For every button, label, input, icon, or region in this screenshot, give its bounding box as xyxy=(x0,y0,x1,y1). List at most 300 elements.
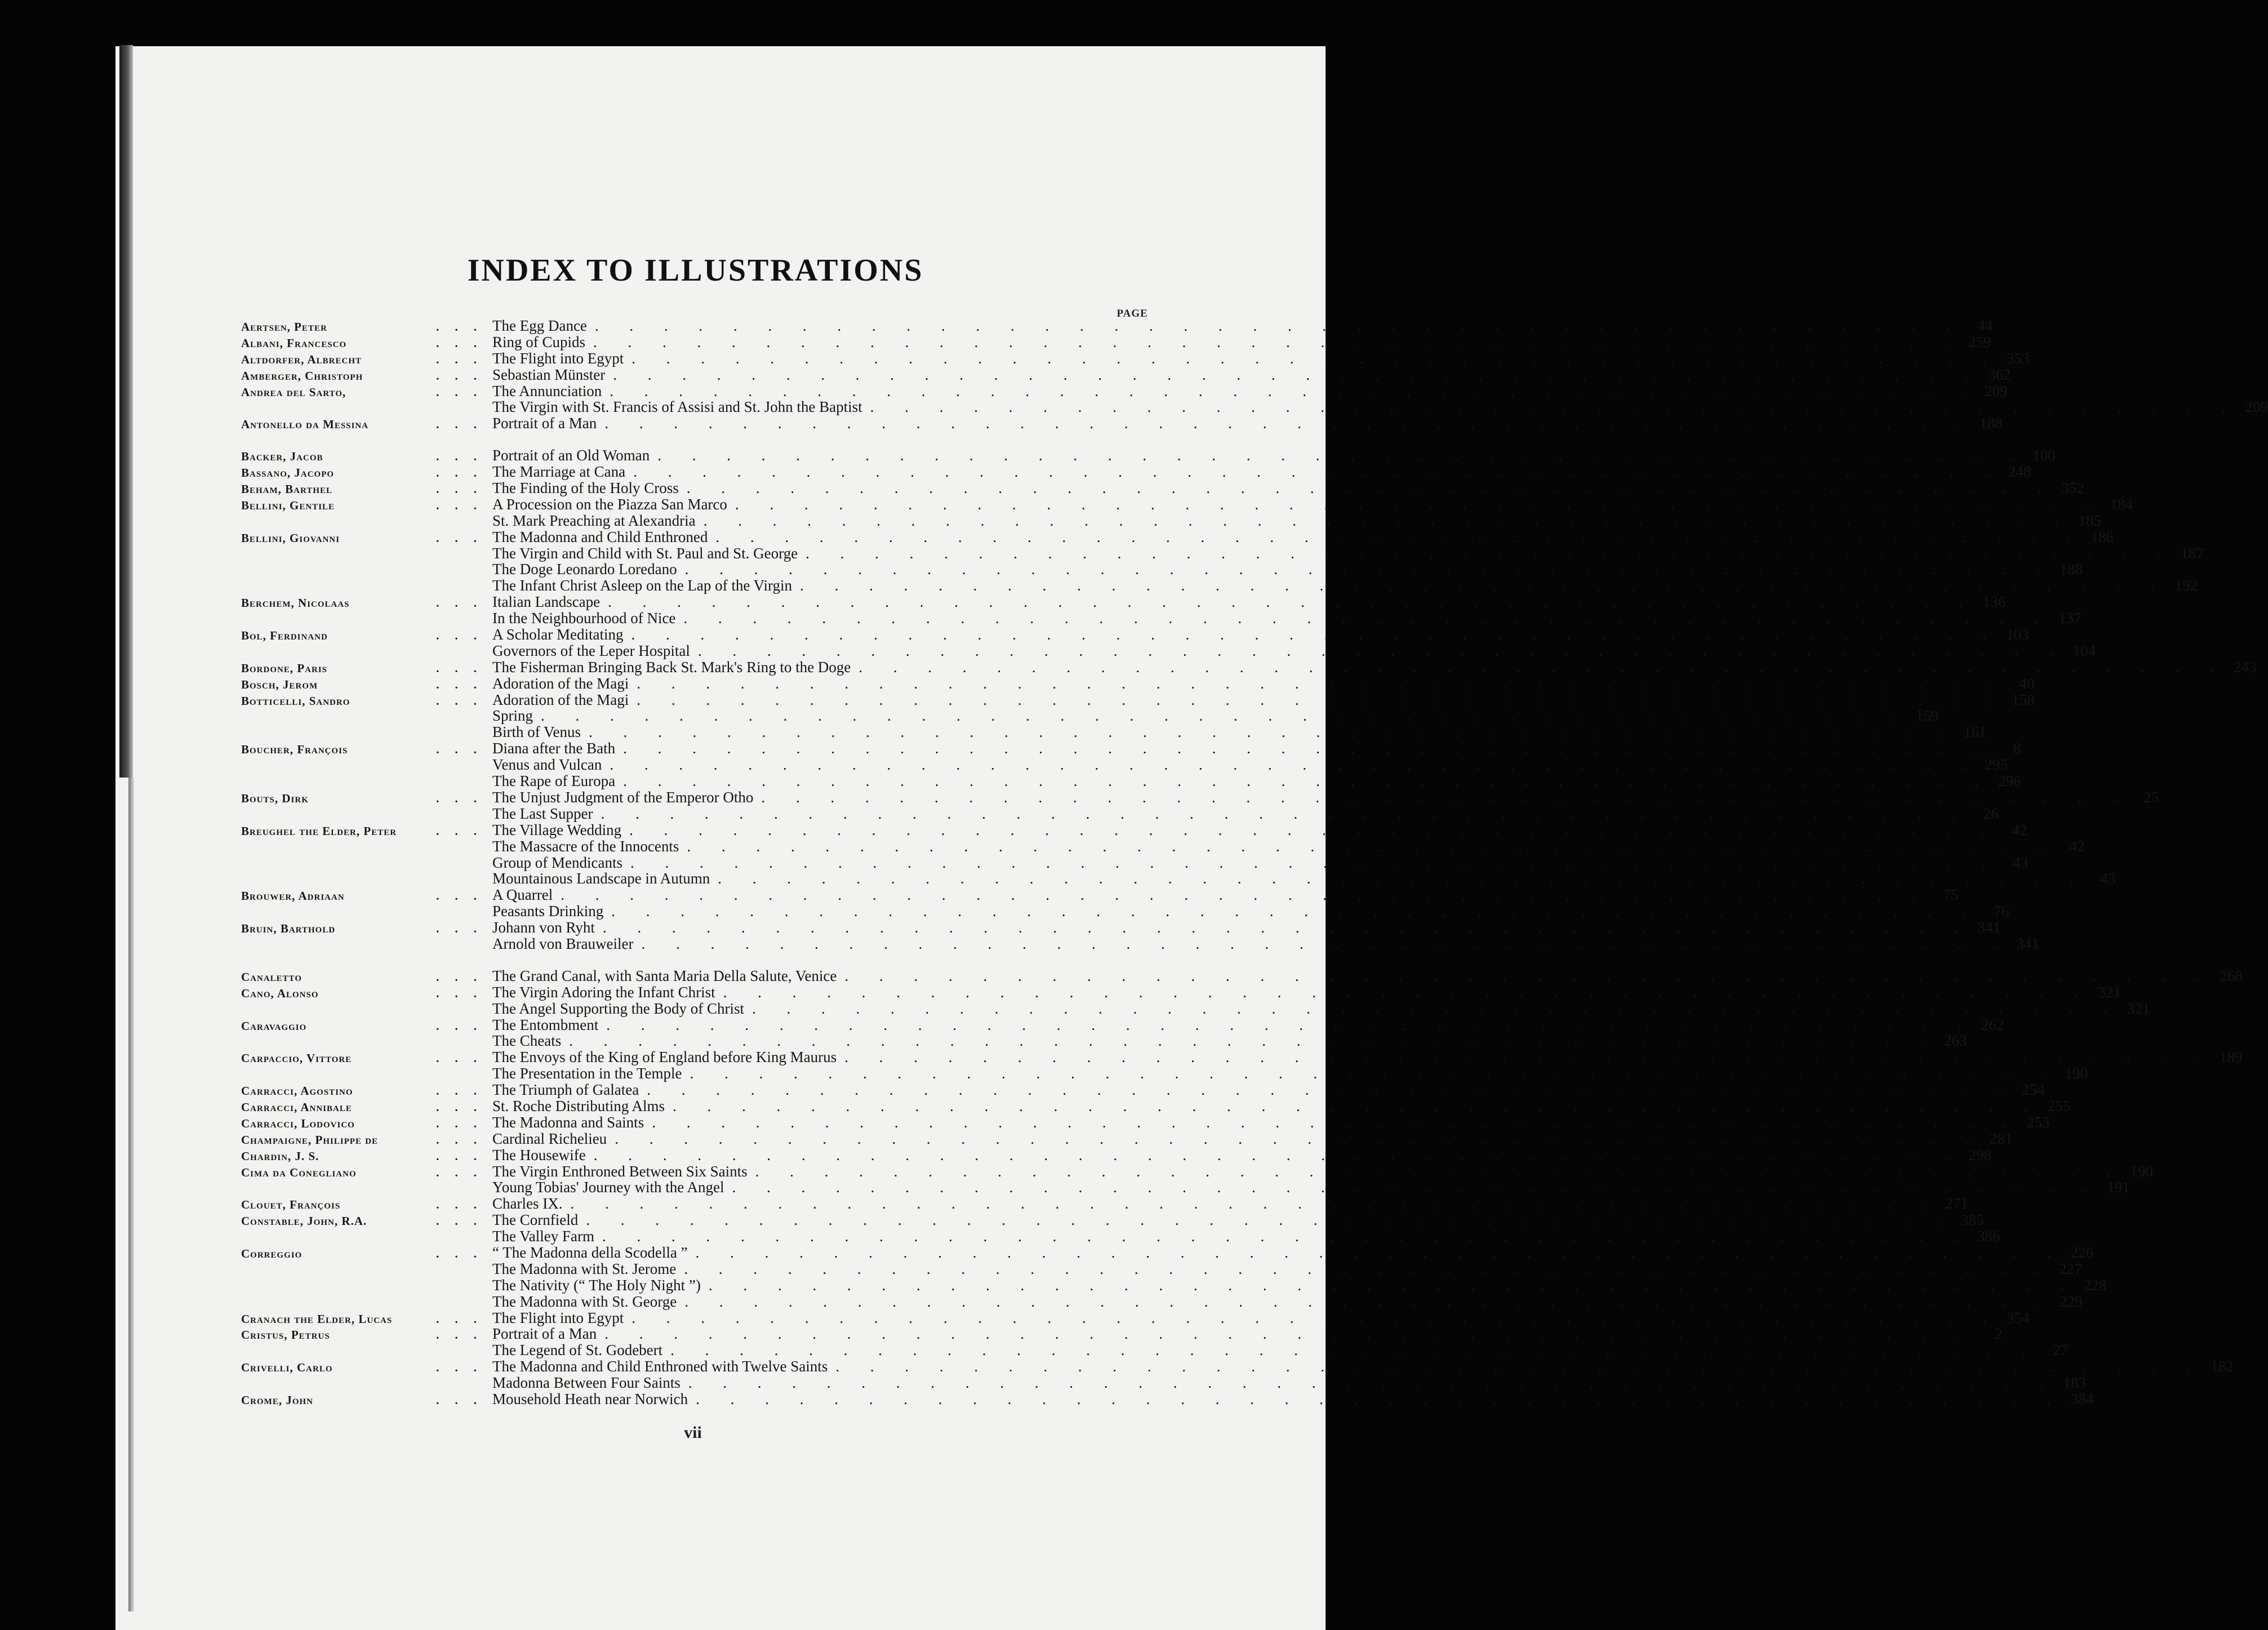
work-cell xyxy=(492,1212,1954,1228)
page-number: 209 xyxy=(2245,398,2268,416)
work-cell xyxy=(492,692,2005,708)
page-number: 321 xyxy=(2098,983,2121,1001)
artist-leader-dots: ... xyxy=(436,922,492,936)
artist-name: Altdorfer, Albrecht xyxy=(241,352,362,366)
index-row xyxy=(241,1342,2069,1359)
page-number: 228 xyxy=(2083,1276,2107,1294)
work-cell xyxy=(492,610,2052,627)
index-row xyxy=(241,772,2021,790)
index-row xyxy=(241,512,2101,529)
page-number: 188 xyxy=(1979,415,2003,432)
work-cell xyxy=(492,1033,1937,1049)
work-title: The Unjust Judgment of the Emperor Otho xyxy=(492,788,754,806)
artist-cell xyxy=(241,1246,492,1262)
leader-dots: . . . . . . . . . . . . . . . . . . . . . . . . . . . . . . . . . . . . . . . . xyxy=(604,415,1973,432)
page-number: 103 xyxy=(2006,626,2029,643)
leader-dots: . . . . . . . . . . . . . . . . . . . . . . . . . . . . . . . . . . . . . . . . xyxy=(629,821,1998,838)
work-cell xyxy=(492,1049,2213,1065)
work-title: The Massacre of the Innocents xyxy=(492,837,679,855)
work-title: The Fisherman Bringing Back St. Mark's Ring to the Doge xyxy=(492,658,851,676)
index-row xyxy=(241,642,2096,659)
leader-dots: . . . . . . . . . . . . . . . . . . . . . . . . . . . . . . . . . . . . . . . . xyxy=(632,349,2000,367)
index-row xyxy=(241,805,1999,822)
artist-cell xyxy=(241,790,492,807)
index-row xyxy=(241,626,2029,643)
work-cell xyxy=(492,903,1980,920)
work-title: The Envoys of the King of England before King Maurus xyxy=(492,1049,837,1066)
work-title: The Egg Dance xyxy=(492,317,587,334)
work-title: A Quarrel xyxy=(492,886,553,904)
work-cell xyxy=(492,708,1909,724)
page-number: 243 xyxy=(2234,658,2257,676)
work-cell xyxy=(492,676,2005,692)
work-title: The Virgin with St. Francis of Assisi and St. John the Baptist xyxy=(492,398,862,416)
work-title: The Annunciation xyxy=(492,382,602,399)
leader-dots: . . . . . . . . . . . . . . . . . . . . . . . . . . . . . . . . . . . . . . . . xyxy=(695,1243,2064,1261)
index-row xyxy=(241,1374,2086,1392)
work-cell xyxy=(492,984,2092,1001)
page-number: 2 xyxy=(1994,1325,2003,1343)
leader-dots: . . . . . . . . . . . . . . . . . . . . . . . . . . . . . . . . . . . . . . . . xyxy=(637,674,2005,692)
page-number: 281 xyxy=(1989,1130,2013,1147)
artist-cell xyxy=(241,741,492,758)
artist-leader-dots: ... xyxy=(436,743,492,757)
work-cell xyxy=(492,529,2084,545)
work-cell xyxy=(492,806,1969,822)
work-cell xyxy=(492,1017,1975,1033)
artist-cell xyxy=(241,1132,492,1148)
artist-leader-dots: ... xyxy=(436,970,492,984)
work-title: A Procession on the Piazza San Marco xyxy=(492,495,727,513)
page-number: 385 xyxy=(1960,1211,1984,1229)
work-title: The Virgin Adoring the Infant Christ xyxy=(492,983,715,1001)
leader-dots: . . . . . . . . . . . . . . . . . . . . . . . . . . . . . . . . . . . . . . . . xyxy=(589,723,1958,741)
work-title: The Virgin Enthroned Between Six Saints xyxy=(492,1162,748,1180)
index-row xyxy=(241,1358,2234,1375)
index-row xyxy=(241,1113,2050,1131)
leader-dots: . . . . . . . . . . . . . . . . . . . . . . . . . . . . . . . . . . . . . . . . xyxy=(652,1113,2021,1131)
artist-cell xyxy=(241,1148,492,1165)
work-title: The Infant Christ Asleep on the Lap of the Virgin xyxy=(492,577,793,594)
artist-name: Backer, Jacob xyxy=(241,450,323,464)
index-row xyxy=(241,870,2116,887)
work-title: Ring of Cupids xyxy=(492,333,586,350)
index-row xyxy=(241,1162,2153,1180)
index-row xyxy=(241,1325,2003,1343)
work-cell xyxy=(492,1179,2101,1196)
artist-leader-dots: ... xyxy=(436,1312,492,1326)
work-title: The Village Wedding xyxy=(492,821,622,838)
work-cell xyxy=(492,659,2227,676)
leader-dots: . . . . . . . . . . . . . . . . . . . . . . . . . . . . . . . . . . . . . . . . xyxy=(690,1065,2058,1082)
index-row xyxy=(241,723,1987,741)
index-row xyxy=(241,1049,2243,1066)
index-row xyxy=(241,919,2001,936)
work-title: The Housewife xyxy=(492,1146,586,1163)
page-number: 137 xyxy=(2058,610,2082,627)
work-title: A Scholar Meditating xyxy=(492,626,624,643)
leader-dots: . . . . . . . . . . . . . . . . . . . . . . . . . . . . . . . . . . . . . . . . xyxy=(632,1309,2000,1326)
page-number: 295 xyxy=(1985,756,2008,774)
leader-dots: . . . . . . . . . . . . . . . . . . . . . . . . . . . . . . . . . . . . . . . . xyxy=(623,740,1992,757)
leader-dots: . . . . . . . . . . . . . . . . . . . . . . . . . . . . . . . . . . . . . . . . xyxy=(561,886,1929,904)
page-title: INDEX TO ILLUSTRATIONS xyxy=(467,253,924,288)
artist-name: Carracci, Lodovico xyxy=(241,1116,355,1130)
leader-dots: . . . . . . . . . . . . . . . . . . . . . . . . . . . . . . . . . . . . . . . . xyxy=(755,1162,2124,1180)
work-title: Sebastian Münster xyxy=(492,366,606,383)
work-title: The Flight into Egypt xyxy=(492,349,624,367)
page-number: 227 xyxy=(2058,1260,2082,1277)
leader-dots: . . . . . . . . . . . . . . . . . . . . . . . . . . . . . . . . . . . . . . . . xyxy=(673,1097,2042,1114)
artist-name: Canaletto xyxy=(241,970,303,984)
index-row xyxy=(241,1391,2094,1407)
page-number: 386 xyxy=(1977,1228,2000,1245)
artist-leader-dots: ... xyxy=(436,450,492,464)
leader-dots: . . . . . . . . . . . . . . . . . . . . . . . . . . . . . . . . . . . . . . . . xyxy=(844,967,2213,984)
artist-name: Champaigne, Philippe de xyxy=(241,1132,379,1147)
page-number: 271 xyxy=(1945,1195,1968,1212)
index-row xyxy=(241,886,1959,904)
page-number: 254 xyxy=(2021,1081,2045,1099)
work-title: The Madonna with St. Jerome xyxy=(492,1260,677,1277)
work-title: Birth of Venus xyxy=(492,723,581,741)
work-cell xyxy=(492,545,2174,562)
leader-dots: . . . . . . . . . . . . . . . . . . . . . . . . . . . . . . . . . . . . . . . . xyxy=(696,1391,2065,1407)
work-title: The Madonna and Child Enthroned xyxy=(492,528,708,545)
page-number: 40 xyxy=(2019,674,2035,692)
index-row xyxy=(241,707,1939,725)
index-row xyxy=(241,317,1993,334)
artist-leader-dots: ... xyxy=(436,531,492,545)
leader-dots: . . . . . . . . . . . . . . . . . . . . . . . . . . . . . . . . . . . . . . . . xyxy=(657,447,2026,464)
artist-leader-dots: ... xyxy=(436,1084,492,1098)
work-cell xyxy=(492,1245,2064,1261)
work-title: The Doge Leonardo Loredano xyxy=(492,561,677,578)
work-title: The Nativity (“ The Holy Night ”) xyxy=(492,1276,701,1294)
page-number: 192 xyxy=(2174,577,2198,594)
work-title: The Marriage at Cana xyxy=(492,463,626,481)
page-number: 298 xyxy=(1968,1146,1991,1163)
leader-dots: . . . . . . . . . . . . . . . . . . . . . . . . . . . . . . . . . . . . . . . . xyxy=(800,577,2169,594)
work-title: Cardinal Richelieu xyxy=(492,1130,607,1147)
work-title: St. Mark Preaching at Alexandria xyxy=(492,512,696,529)
leader-dots: . . . . . . . . . . . . . . . . . . . . . . . . . . . . . . . . . . . . . . . . xyxy=(615,1130,1984,1147)
artist-name: Cristus, Petrus xyxy=(241,1328,330,1342)
work-title: Johann von Ryht xyxy=(492,919,595,936)
page-number: 255 xyxy=(2047,1097,2071,1114)
artist-leader-dots: ... xyxy=(436,694,492,708)
work-title: The Legend of St. Godebert xyxy=(492,1342,663,1359)
page-number: 187 xyxy=(2180,544,2204,562)
artist-leader-dots: ... xyxy=(436,1198,492,1212)
work-cell xyxy=(492,724,1957,740)
artist-leader-dots: ... xyxy=(436,1116,492,1130)
work-cell xyxy=(492,447,2026,464)
leader-dots: . . . . . . . . . . . . . . . . . . . . . . . . . . . . . . . . . . . . . . . . xyxy=(633,463,2002,481)
leader-dots: . . . . . . . . . . . . . . . . . . . . . . . . . . . . . . . . . . . . . . . . xyxy=(761,788,2130,806)
work-cell xyxy=(492,773,1991,789)
artist-name: Bassano, Jacopo xyxy=(241,466,335,480)
work-title: The Madonna and Saints xyxy=(492,1113,644,1131)
artist-cell xyxy=(241,823,492,840)
index-row xyxy=(241,366,2011,383)
artist-name: Cano, Alonso xyxy=(241,986,319,1000)
index-row xyxy=(241,333,1991,350)
work-title: The Valley Farm xyxy=(492,1228,594,1245)
work-cell xyxy=(492,1082,2015,1098)
page-number: 44 xyxy=(1977,317,1993,334)
work-cell xyxy=(492,1326,1973,1342)
work-title: Arnold von Brauweiler xyxy=(492,935,634,952)
page-number: 229 xyxy=(2059,1293,2083,1310)
index-row xyxy=(241,1243,2093,1261)
artist-name: Amberger, Christoph xyxy=(241,368,363,383)
group-spacer xyxy=(241,952,1153,968)
artist-cell xyxy=(241,498,492,514)
book-binding-edge xyxy=(128,778,134,1611)
artist-leader-dots: ... xyxy=(436,385,492,399)
artist-leader-dots: ... xyxy=(436,629,492,643)
work-title: Adoration of the Magi xyxy=(492,691,629,708)
work-title: The Grand Canal, with Santa Maria Della Salute, Venice xyxy=(492,967,837,984)
leader-dots: . . . . . . . . . . . . . . . . . . . . . . . . . . . . . . . . . . . . . . . . xyxy=(735,495,2104,513)
artist-name: Carpaccio, Vittore xyxy=(241,1051,352,1065)
artist-cell xyxy=(241,1083,492,1099)
work-cell xyxy=(492,968,2213,984)
work-title: Portrait of a Man xyxy=(492,415,597,432)
work-title: Italian Landscape xyxy=(492,593,601,611)
work-cell xyxy=(492,1342,2039,1358)
page-number: 190 xyxy=(2065,1065,2088,1082)
artist-cell xyxy=(241,921,492,937)
artist-leader-dots: ... xyxy=(436,1019,492,1033)
index-row xyxy=(241,1146,1991,1163)
index-row xyxy=(241,1228,2000,1245)
leader-dots: . . . . . . . . . . . . . . . . . . . . . . . . . . . . . . . . . . . . . . . . xyxy=(751,1000,2121,1017)
work-title: The Finding of the Holy Cross xyxy=(492,479,679,497)
leader-dots: . . . . . . . . . . . . . . . . . . . . . . . . . . . . . . . . . . . . . . . . xyxy=(610,382,1978,399)
artist-name: Carracci, Annibale xyxy=(241,1100,352,1114)
work-cell xyxy=(492,870,2086,887)
index-row xyxy=(241,1179,2130,1196)
artist-cell xyxy=(241,384,492,401)
work-cell xyxy=(492,789,2130,806)
page-number: 253 xyxy=(2026,1113,2050,1131)
page-number: 42 xyxy=(2012,821,2027,838)
page-number: 188 xyxy=(2060,561,2083,578)
work-title: The Cornfield xyxy=(492,1211,579,1229)
index-row xyxy=(241,528,2114,545)
index-row xyxy=(241,756,2008,774)
page-number: 352 xyxy=(2061,479,2084,497)
page-number: 104 xyxy=(2073,642,2096,659)
index-row xyxy=(241,1276,2107,1294)
index-row xyxy=(241,349,2030,367)
leader-dots: . . . . . . . . . . . . . . . . . . . . . . . . . . . . . . . . . . . . . . . . xyxy=(703,512,2072,529)
work-title: The Madonna and Child Enthroned with Twelve Saints xyxy=(492,1358,828,1375)
leader-dots: . . . . . . . . . . . . . . . . . . . . . . . . . . . . . . . . . . . . . . . . xyxy=(684,561,2053,578)
index-row xyxy=(241,674,2035,692)
leader-dots: . . . . . . . . . . . . . . . . . . . . . . . . . . . . . . . . . . . . . . . . xyxy=(630,854,1999,871)
artist-name: Clouet, François xyxy=(241,1198,341,1212)
artist-leader-dots: ... xyxy=(436,418,492,432)
artist-leader-dots: ... xyxy=(436,1149,492,1163)
index-row xyxy=(241,1293,2083,1310)
artist-name: Antonello da Messina xyxy=(241,418,369,432)
artist-leader-dots: ... xyxy=(436,791,492,805)
work-title: Portrait of a Man xyxy=(492,1325,597,1343)
work-cell xyxy=(492,383,1978,399)
work-cell xyxy=(492,1375,2057,1391)
work-cell xyxy=(492,1261,2052,1277)
leader-dots: . . . . . . . . . . . . . . . . . . . . . . . . . . . . . . . . . . . . . . . . xyxy=(604,1325,1973,1343)
index-row xyxy=(241,854,2029,871)
leader-dots: . . . . . . . . . . . . . . . . . . . . . . . . . . . . . . . . . . . . . . . . xyxy=(844,1049,2213,1066)
work-cell xyxy=(492,920,1971,936)
artist-cell xyxy=(241,628,492,644)
artist-name: Bruin, Barthold xyxy=(241,922,336,936)
artist-cell xyxy=(241,1360,492,1376)
index-row xyxy=(241,1211,1984,1229)
page-number: 226 xyxy=(2070,1243,2093,1261)
work-cell xyxy=(492,757,1978,773)
page-number: 183 xyxy=(2063,1374,2086,1392)
artist-leader-dots: ... xyxy=(436,482,492,496)
work-title: Spring xyxy=(492,707,533,725)
leader-dots: . . . . . . . . . . . . . . . . . . . . . . . . . . . . . . . . . . . . . . . . xyxy=(602,919,1972,936)
work-title: Group of Mendicants xyxy=(492,854,622,871)
work-cell xyxy=(492,1228,1971,1245)
work-cell xyxy=(492,334,1962,350)
page-number: 42 xyxy=(2069,837,2085,855)
work-title: The Rape of Europa xyxy=(492,772,616,790)
leader-dots: . . . . . . . . . . . . . . . . . . . . . . . . . . . . . . . . . . . . . . . . xyxy=(610,756,1978,774)
leader-dots: . . . . . . . . . . . . . . . . . . . . . . . . . . . . . . . . . . . . . . . . xyxy=(608,593,1977,611)
leader-dots: . . . . . . . . . . . . . . . . . . . . . . . . . . . . . . . . . . . . . . . . xyxy=(688,1374,2057,1392)
index-row xyxy=(241,821,2027,838)
leader-dots: . . . . . . . . . . . . . . . . . . . . . . . . . . . . . . . . . . . . . . . . xyxy=(686,479,2055,497)
index-row xyxy=(241,1260,2082,1277)
artist-leader-dots: ... xyxy=(436,320,492,334)
leader-dots: . . . . . . . . . . . . . . . . . . . . . . . . . . . . . . . . . . . . . . . . xyxy=(687,837,2056,855)
artist-leader-dots: ... xyxy=(436,1165,492,1179)
work-cell xyxy=(492,855,1999,871)
leader-dots: . . . . . . . . . . . . . . . . . . . . . . . . . . . . . . . . . . . . . . . . xyxy=(586,1211,1955,1229)
artist-cell xyxy=(241,465,492,481)
index-row xyxy=(241,1016,2004,1033)
index-row xyxy=(241,382,2008,399)
work-cell xyxy=(492,367,1981,383)
page-number: 185 xyxy=(2078,512,2101,529)
artist-leader-dots: ... xyxy=(436,1328,492,1342)
artist-cell xyxy=(241,1018,492,1034)
work-cell xyxy=(492,415,1973,432)
artist-leader-dots: ... xyxy=(436,466,492,480)
index-row xyxy=(241,935,2039,952)
leader-dots: . . . . . . . . . . . . . . . . . . . . . . . . . . . . . . . . . . . . . . . . xyxy=(641,935,2010,952)
work-cell xyxy=(492,1098,2041,1114)
artist-name: Beham, Barthel xyxy=(241,482,332,496)
artist-name: Breughel the Elder, Peter xyxy=(241,824,397,838)
page-number: 158 xyxy=(2011,691,2035,708)
artist-leader-dots: ... xyxy=(436,1100,492,1114)
leader-dots: . . . . . . . . . . . . . . . . . . . . . . . . . . . . . . . . . . . . . . . . xyxy=(569,1032,1938,1050)
leader-dots: . . . . . . . . . . . . . . . . . . . . . . . . . . . . . . . . . . . . . . . . xyxy=(593,333,1962,350)
work-cell xyxy=(492,1358,2204,1375)
work-cell xyxy=(492,627,2000,643)
artist-leader-dots: ... xyxy=(436,1051,492,1065)
leader-dots: . . . . . . . . . . . . . . . . . . . . . . . . . . . . . . . . . . . . . . . . xyxy=(683,610,2052,627)
artist-cell xyxy=(241,319,492,335)
artist-cell xyxy=(241,660,492,677)
leader-dots: . . . . . . . . . . . . . . . . . . . . . . . . . . . . . . . . . . . . . . . . xyxy=(723,983,2092,1001)
page-number: 159 xyxy=(1915,707,1939,725)
artist-name: Andrea del Sarto, xyxy=(241,385,346,399)
leader-dots: . . . . . . . . . . . . . . . . . . . . . . . . . . . . . . . . . . . . . . . . xyxy=(870,398,2239,416)
page-number: 354 xyxy=(2007,1309,2030,1326)
work-title: Madonna Between Four Saints xyxy=(492,1374,681,1392)
leader-dots: . . . . . . . . . . . . . . . . . . . . . . . . . . . . . . . . . . . . . . . . xyxy=(806,544,2174,562)
work-title: The Angel Supporting the Body of Christ xyxy=(492,1000,744,1017)
index-row xyxy=(241,479,2084,497)
work-cell xyxy=(492,1310,2000,1326)
leader-dots: . . . . . . . . . . . . . . . . . . . . . . . . . . . . . . . . . . . . . . . . xyxy=(611,903,1980,920)
work-title: The Presentation in the Temple xyxy=(492,1065,682,1082)
work-cell xyxy=(492,1196,1939,1212)
artist-leader-dots: ... xyxy=(436,1246,492,1260)
index-row xyxy=(241,837,2085,855)
artist-leader-dots: ... xyxy=(436,677,492,691)
page-number: 209 xyxy=(1984,382,2008,399)
page-number: 248 xyxy=(2008,463,2031,481)
artist-cell xyxy=(241,888,492,904)
page-number: 100 xyxy=(2033,447,2056,464)
artist-name: Bol, Ferdinand xyxy=(241,629,328,643)
artist-leader-dots: ... xyxy=(436,1393,492,1407)
page-number: 268 xyxy=(2220,967,2243,984)
work-title: Peasants Drinking xyxy=(492,903,604,920)
artist-cell xyxy=(241,1165,492,1181)
work-cell xyxy=(492,1114,2020,1131)
leader-dots: . . . . . . . . . . . . . . . . . . . . . . . . . . . . . . . . . . . . . . . . xyxy=(601,805,1969,822)
work-cell xyxy=(492,838,2056,855)
work-title: The Virgin and Child with St. Paul and St. George xyxy=(492,544,798,562)
artist-cell xyxy=(241,335,492,352)
index-row xyxy=(241,1032,1967,1050)
group-spacer xyxy=(241,432,1153,447)
page-number: 259 xyxy=(1968,333,1991,350)
work-cell xyxy=(492,1147,1962,1163)
index-row xyxy=(241,1130,2013,1147)
page-number: 8 xyxy=(2013,740,2021,757)
artist-name: Albani, Francesco xyxy=(241,336,347,350)
leader-dots: . . . . . . . . . . . . . . . . . . . . . . . . . . . . . . . . . . . . . . . . xyxy=(670,1342,2039,1359)
artist-name: Cranach the Elder, Lucas xyxy=(241,1312,393,1326)
artist-cell xyxy=(241,481,492,498)
artist-cell xyxy=(241,693,492,709)
page-number: 263 xyxy=(1944,1032,1967,1050)
artist-name: Caravaggio xyxy=(241,1019,307,1033)
artist-name: Chardin, J. S. xyxy=(241,1149,319,1163)
work-title: The Madonna with St. George xyxy=(492,1293,677,1310)
index-row xyxy=(241,740,2021,757)
artist-name: Carracci, Agostino xyxy=(241,1084,353,1098)
index-row xyxy=(241,577,2198,594)
index-row xyxy=(241,1081,2045,1099)
artist-name: Aertsen, Peter xyxy=(241,320,327,334)
leader-dots: . . . . . . . . . . . . . . . . . . . . . . . . . . . . . . . . . . . . . . . . xyxy=(684,1260,2053,1277)
artist-name: Bellini, Giovanni xyxy=(241,531,340,545)
